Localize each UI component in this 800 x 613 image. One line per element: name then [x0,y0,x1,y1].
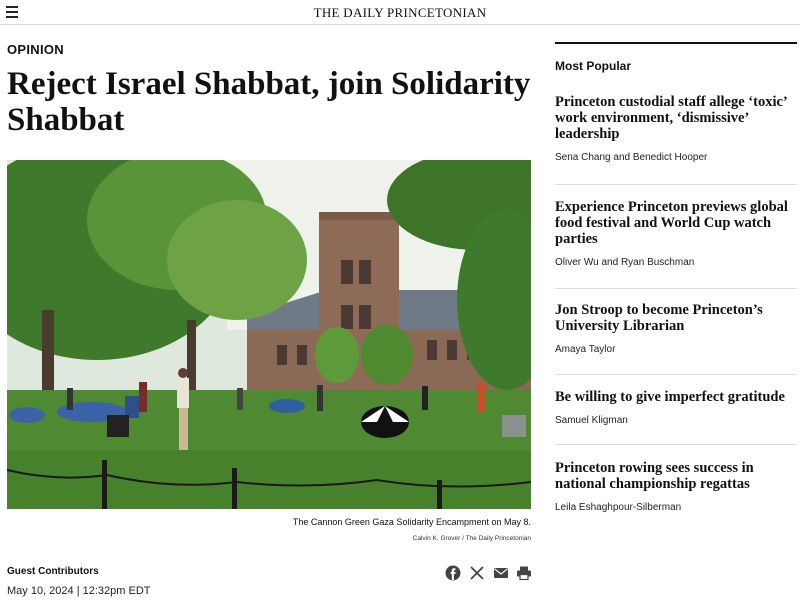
popular-item-title[interactable]: Experience Princeton previews global food festival and World Cup watch parties [555,199,788,247]
popular-item-authors: Samuel Kligman [555,415,628,426]
popular-item-title[interactable]: Be willing to give imperfect gratitude [555,389,785,405]
divider [555,444,797,445]
publish-time: 12:32pm EDT [82,585,151,597]
x-icon[interactable] [469,565,485,581]
article-photo [7,160,531,509]
photo-credit: Calvin K. Grover / The Daily Princetonian [412,535,531,542]
article-headline: Reject Israel Shabbat, join Solidarity Shabbat [7,66,531,138]
publish-date: May 10, 2024 [7,585,74,597]
popular-item-authors: Sena Chang and Benedict Hooper [555,152,708,163]
popular-item[interactable] [555,460,797,513]
facebook-icon[interactable] [445,565,461,581]
byline[interactable]: Guest Contributors [7,566,99,577]
divider [555,288,797,289]
popular-item[interactable] [555,199,797,268]
divider [555,374,797,375]
popular-item[interactable] [555,94,797,163]
popular-item-title[interactable]: Jon Stroop to become Princeton’s University Librarian [555,302,763,334]
print-icon[interactable] [516,565,532,581]
popular-item-title[interactable]: Princeton custodial staff allege ‘toxic’ work environment, ‘dismissive’ leadership [555,94,787,142]
masthead-logo[interactable]: THE DAILY PRINCETONIAN [313,5,487,20]
email-icon[interactable] [493,565,509,581]
popular-item[interactable] [555,389,797,426]
section-label[interactable]: OPINION [7,42,64,57]
divider [555,184,797,185]
popular-item[interactable] [555,302,797,355]
popular-item-authors: Amaya Taylor [555,344,616,355]
popular-item-title[interactable]: Princeton rowing sees success in national championship regattas [555,460,754,492]
date-separator: | [76,585,80,597]
top-bar [0,0,800,25]
popular-item-authors: Leila Eshaghpour-Silberman [555,502,682,513]
photo-caption: The Cannon Green Gaza Solidarity Encampment on May 8. [292,517,531,527]
dateline [7,585,151,597]
most-popular-sidebar [555,42,797,513]
most-popular-heading: Most Popular [555,59,632,73]
popular-item-authors: Oliver Wu and Ryan Buschman [555,257,695,268]
